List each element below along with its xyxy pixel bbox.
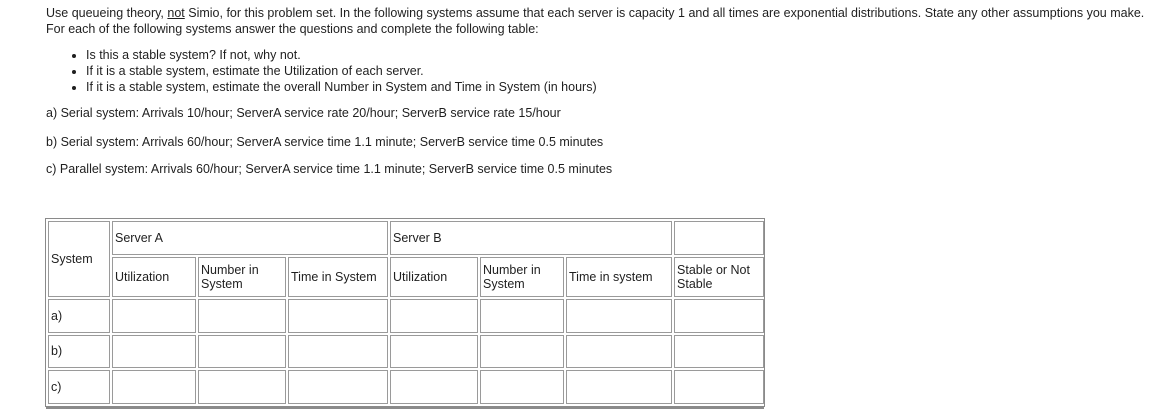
server-b-utilization-header: Utilization <box>390 257 478 297</box>
server-b-time-header: Time in system <box>566 257 672 297</box>
server-b-number-header: Number in System <box>480 257 564 297</box>
answer-cell[interactable] <box>566 335 672 369</box>
answer-cell[interactable] <box>674 299 764 333</box>
question-a: a) Serial system: Arrivals 10/hour; ServerA service rate 20/hour; ServerB service rate 15/hour <box>46 106 561 120</box>
answer-table <box>46 219 766 406</box>
answer-cell[interactable] <box>198 299 286 333</box>
row-label-b: b) <box>48 335 110 369</box>
row-label-a: a) <box>48 299 110 333</box>
answer-cell[interactable] <box>288 370 388 404</box>
table-row-b <box>48 335 764 369</box>
answer-cell[interactable] <box>480 335 564 369</box>
answer-table-frame <box>45 218 765 407</box>
answer-cell[interactable] <box>112 335 196 369</box>
intro-text-end: Simio, for this problem set. In the following systems assume that each server is capacity 1 and all times are exponential distributions. State any other assumptions you make. For each of the following systems answer the questions and complete the following table: <box>46 6 1145 36</box>
bullet-number-time: • If it is a stable system, estimate the overall Number in System and Time in System (in hours) <box>86 79 597 95</box>
answer-cell[interactable] <box>112 299 196 333</box>
answer-cell[interactable] <box>480 299 564 333</box>
answer-cell[interactable] <box>390 299 478 333</box>
answer-cell[interactable] <box>566 370 672 404</box>
bullet-utilization: • If it is a stable system, estimate the Utilization of each server. <box>86 63 597 79</box>
answer-cell[interactable] <box>198 370 286 404</box>
answer-cell[interactable] <box>112 370 196 404</box>
intro-underlined-not: not <box>167 6 185 20</box>
stability-header: Stable or Not Stable <box>674 257 764 297</box>
server-a-utilization-header: Utilization <box>112 257 196 297</box>
answer-cell[interactable] <box>674 335 764 369</box>
question-c: c) Parallel system: Arrivals 60/hour; ServerA service time 1.1 minute; ServerB service time 0.5 minutes <box>46 162 613 176</box>
question-b: b) Serial system: Arrivals 60/hour; ServerA service time 1.1 minute; ServerB service time 0.5 minutes <box>46 135 604 149</box>
table-row-a <box>48 299 764 333</box>
server-b-header: Server B <box>390 221 672 255</box>
answer-cell[interactable] <box>288 335 388 369</box>
instructions-paragraph <box>46 5 1146 37</box>
bullet-stability: • Is this a stable system? If not, why not. <box>86 47 597 63</box>
intro-text-start: Use queueing theory, <box>46 6 168 20</box>
server-a-number-header: Number in System <box>198 257 286 297</box>
question-bullet-list <box>68 47 597 95</box>
answer-cell[interactable] <box>390 370 478 404</box>
table-row-c <box>48 370 764 404</box>
answer-cell[interactable] <box>674 370 764 404</box>
answer-cell[interactable] <box>288 299 388 333</box>
server-a-header: Server A <box>112 221 388 255</box>
system-header: System <box>48 221 110 297</box>
answer-cell[interactable] <box>198 335 286 369</box>
row-label-c: c) <box>48 370 110 404</box>
answer-cell[interactable] <box>390 335 478 369</box>
server-a-time-header: Time in System <box>288 257 388 297</box>
answer-cell[interactable] <box>566 299 672 333</box>
answer-cell[interactable] <box>480 370 564 404</box>
stability-header-blank <box>674 221 764 255</box>
